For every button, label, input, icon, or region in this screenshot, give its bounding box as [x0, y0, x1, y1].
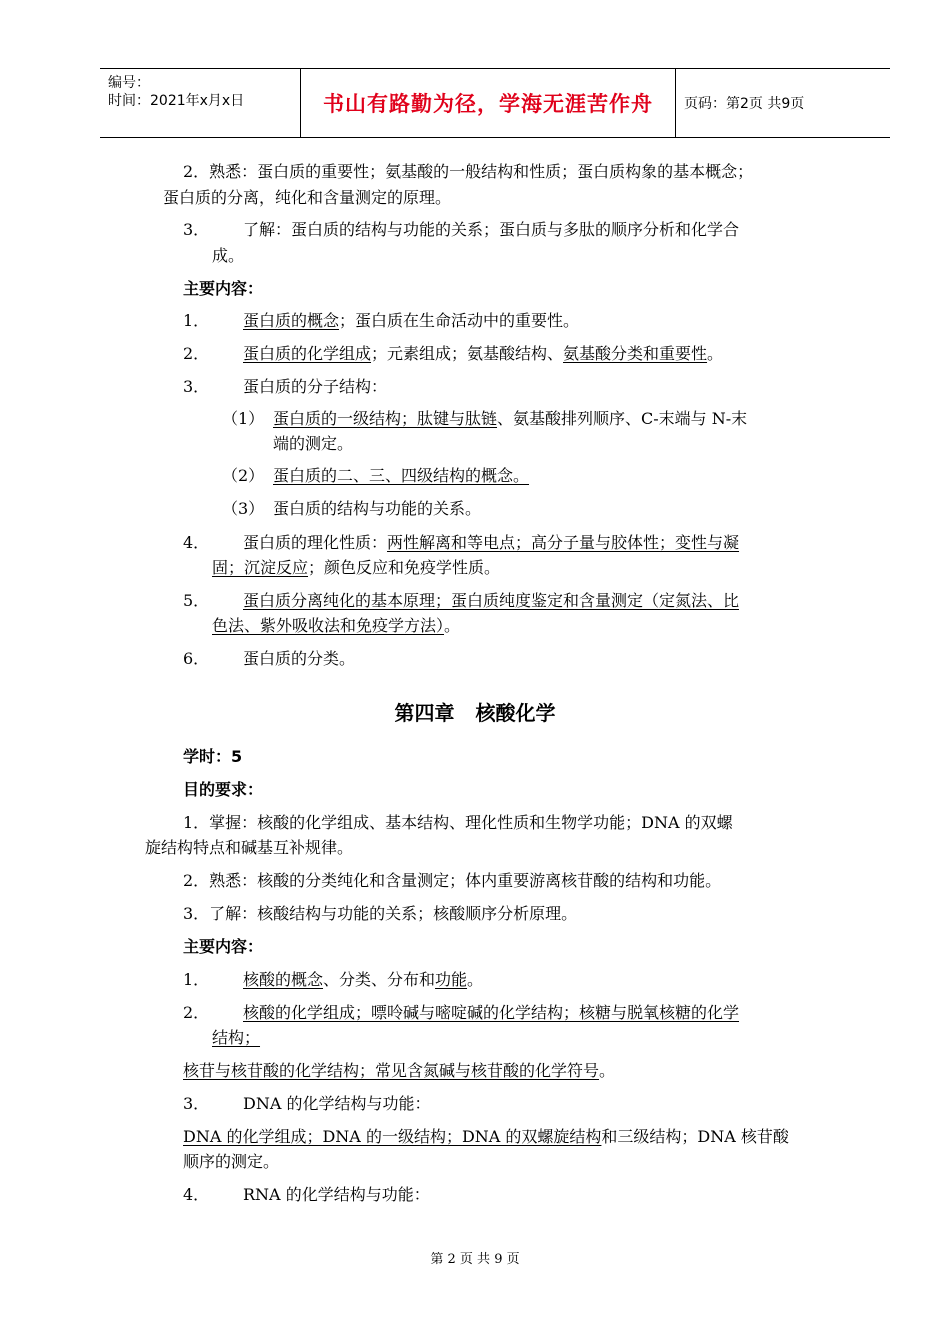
number-label: 编号：: [108, 75, 150, 91]
ch4-master-line2: 旋结构特点和碱基互补规律。: [145, 838, 354, 857]
ch3-sub2-number: （2）: [222, 466, 265, 485]
underlined-text: 氨基酸分类和重要性: [563, 344, 708, 363]
ch4-familiar: 2．熟悉：核酸的分类纯化和含量测定；体内重要游离核苷酸的结构和功能。: [183, 871, 722, 890]
ch3-sub1-line2: 端的测定。: [273, 434, 354, 453]
ch3-item5-line2: [212, 616, 460, 636]
ch3-item6-number: 6．: [183, 649, 210, 668]
ch3-item5-number: 5．: [183, 591, 210, 610]
underlined-text: 蛋白质的化学组成: [243, 344, 372, 363]
ch3-item4: [243, 533, 739, 553]
ch4-item3-number: 3．: [183, 1094, 210, 1113]
ch4-goal-heading: 目的要求：: [183, 780, 264, 799]
ch3-item4-line2: [212, 558, 500, 578]
chapter-title: 第四章 核酸化学: [394, 701, 556, 725]
ch3-item2-number: 2．: [183, 344, 210, 363]
ch3-sub3-number: （3）: [222, 499, 265, 518]
time-label: 时间：2021年x月x日: [108, 93, 245, 109]
ch4-item3: DNA 的化学结构与功能：: [243, 1094, 431, 1113]
ch4-main-heading: 主要内容：: [183, 937, 264, 956]
header-meta-cell: [100, 69, 301, 137]
ch3-understand-line1: 了解：蛋白质的结构与功能的关系；蛋白质与多肽的顺序分析和化学合: [243, 220, 740, 239]
item-text: 。: [467, 970, 484, 989]
ch4-item2-line2: 结构；: [212, 1028, 261, 1047]
ch3-understand-line2: 成。: [212, 246, 245, 265]
item-text: 和三级结构；DNA 核苷酸: [601, 1127, 789, 1146]
ch3-item1-number: 1．: [183, 311, 210, 330]
underlined-text: DNA 的化学组成；DNA 的一级结构；DNA 的双螺旋结构: [183, 1127, 602, 1146]
ch3-item3-number: 3．: [183, 377, 210, 396]
link-text: 蛋白质的概念: [243, 311, 340, 330]
page-header: [100, 68, 890, 138]
underlined-text: 蛋白质的一级结构；肽键与肽链: [273, 409, 498, 428]
ch3-item5: 蛋白质分离纯化的基本原理；蛋白质纯度鉴定和含量测定（定氮法、比: [243, 591, 740, 610]
underlined-text: 固；沉淀反应: [212, 558, 309, 577]
item-text: 。: [599, 1061, 616, 1080]
ch3-item1: [243, 311, 579, 331]
item-text: ；颜色反应和免疫学性质。: [308, 558, 501, 577]
ch4-item3-line2: [183, 1127, 789, 1147]
underlined-text: 色法、紫外吸收法和免疫学方法）: [212, 616, 445, 635]
item-text: 蛋白质的理化性质：: [243, 533, 388, 552]
ch3-familiar-line1: 2．熟悉：蛋白质的重要性；氨基酸的一般结构和性质；蛋白质构象的基本概念；: [183, 162, 754, 181]
item-text: 。: [444, 616, 461, 635]
underlined-text: 核酸的概念: [243, 970, 324, 989]
ch4-item1: [243, 970, 483, 990]
ch4-item1-number: 1．: [183, 970, 210, 989]
ch3-main-heading: 主要内容：: [183, 279, 264, 298]
item-text: ；元素组成；氨基酸结构、: [371, 344, 564, 363]
page-footer: 第 2 页 共 9 页: [430, 1252, 520, 1267]
header-motto: 书山有路勤为径，学海无涯苦作舟: [301, 69, 676, 137]
ch4-item2: 核酸的化学组成；嘌呤碱与嘧啶碱的化学结构；核糖与脱氧核糖的化学: [243, 1003, 740, 1022]
ch3-sub1-number: （1）: [222, 409, 265, 428]
ch3-sub3: 蛋白质的结构与功能的关系。: [273, 499, 482, 518]
ch4-item2-line3: [183, 1061, 615, 1081]
ch4-understand: 3．了解：核酸结构与功能的关系；核酸顺序分析原理。: [183, 904, 578, 923]
underlined-text: 功能: [435, 970, 468, 989]
ch3-item4-number: 4．: [183, 533, 210, 552]
ch4-item2-number: 2．: [183, 1003, 210, 1022]
ch3-sub2: 蛋白质的二、三、四级结构的概念。: [273, 466, 530, 485]
ch3-sub1: [273, 409, 747, 429]
ch4-master-line1: 1．掌握：核酸的化学组成、基本结构、理化性质和生物学功能；DNA 的双螺: [183, 813, 733, 832]
item-text: ；蛋白质在生命活动中的重要性。: [339, 311, 580, 330]
underlined-text: 核苷与核苷酸的化学结构；常见含氮碱与核苷酸的化学符号: [183, 1061, 600, 1080]
ch3-item3: 蛋白质的分子结构：: [243, 377, 388, 396]
item-text: 、分类、分布和: [323, 970, 436, 989]
ch4-hours: 学时：5: [183, 747, 243, 766]
ch4-item3-line3: 顺序的测定。: [183, 1152, 280, 1171]
underlined-text: 两性解离和等电点；高分子量与胶体性；变性与凝: [387, 533, 740, 552]
ch4-item4: RNA 的化学结构与功能：: [243, 1185, 430, 1204]
ch3-understand-number: 3．: [183, 220, 210, 239]
ch4-item4-number: 4．: [183, 1185, 210, 1204]
item-text: 。: [707, 344, 724, 363]
ch3-item6: 蛋白质的分类。: [243, 649, 356, 668]
item-text: 、氨基酸排列顺序、C-末端与 N-末: [497, 409, 748, 428]
ch3-familiar-line2: 蛋白质的分离，纯化和含量测定的原理。: [163, 188, 452, 207]
ch3-item2: [243, 344, 723, 364]
header-page-info: 页码：第2页 共9页: [684, 96, 805, 112]
